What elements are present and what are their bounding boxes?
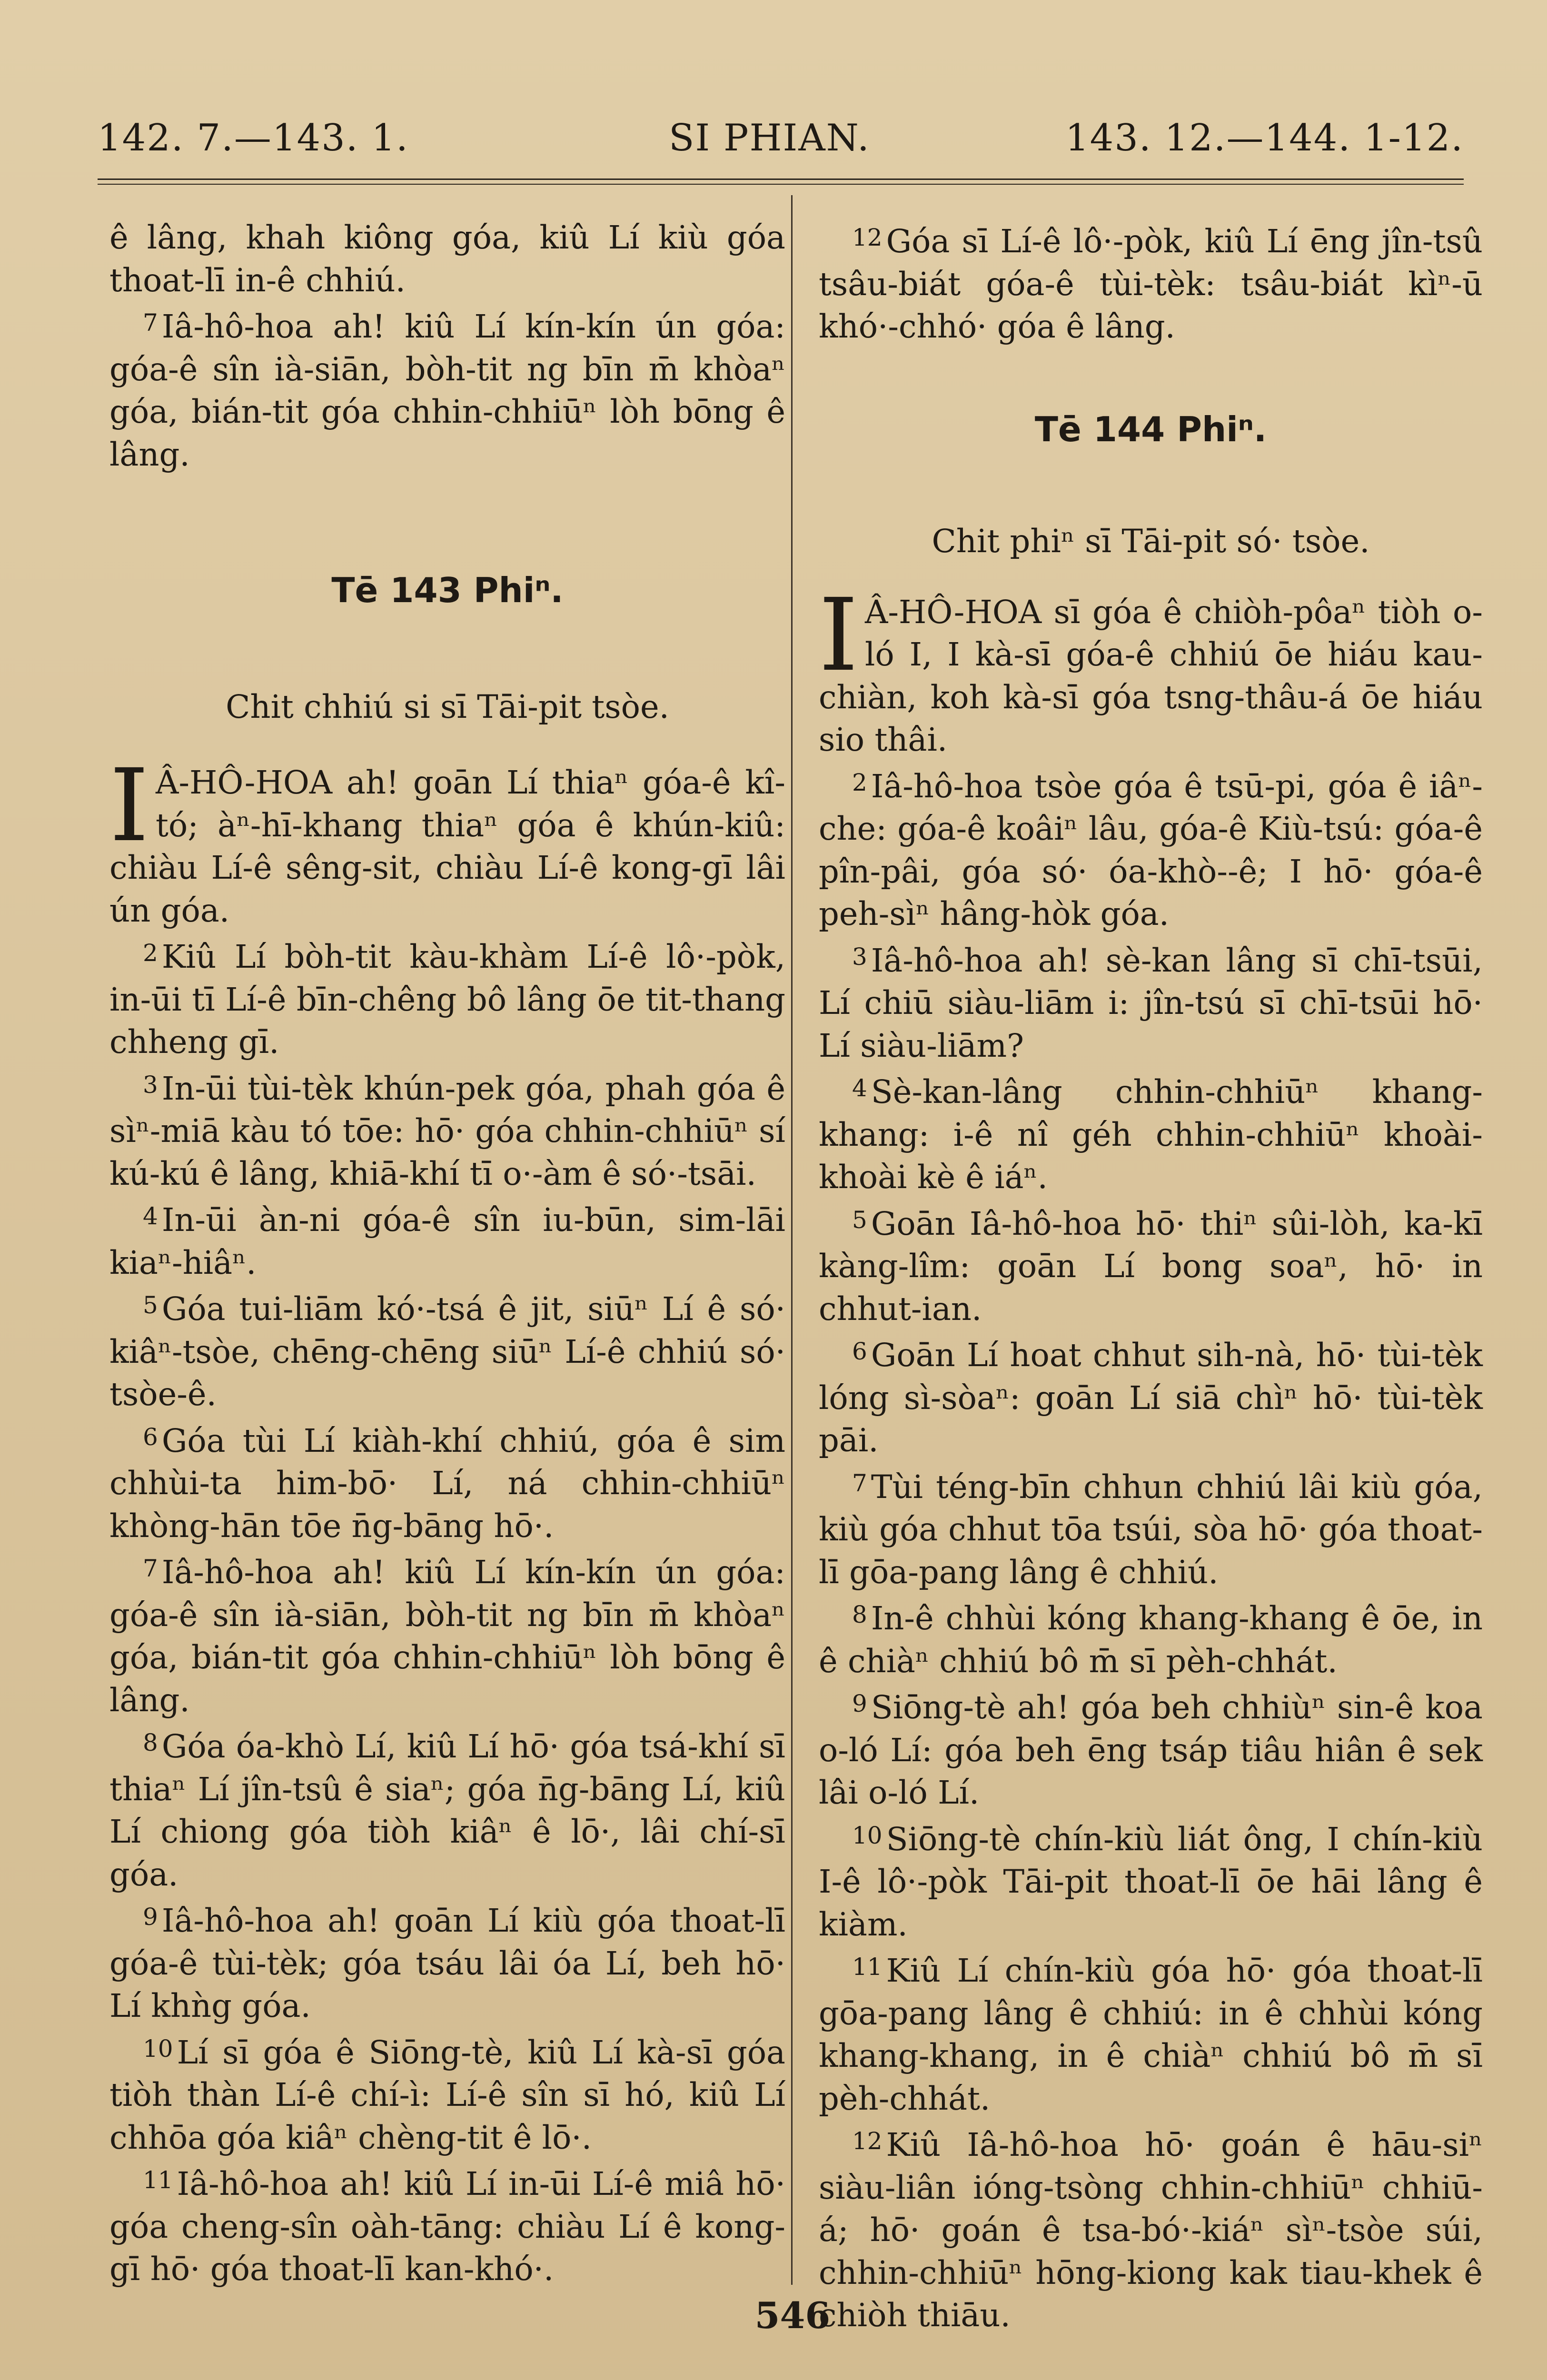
verse-143-2: [109, 932, 785, 1064]
verse-text: Goān Iâ-hô-hoa hō· thiⁿ sûi-lòh, ka-kī kàng-lîm: goān Lí bong soaⁿ, hō· in chhut-ian.: [819, 1205, 1483, 1328]
page-number: 546: [754, 2294, 831, 2337]
running-head-left: 142. 7.—143. 1.: [98, 117, 409, 159]
verse-text: Iâ-hô-hoa ah! kiû Lí in-ūi Lí-ê miâ hō· góa cheng-sîn oàh-tāng: chiàu Lí ê kong-gī hō· góa thoat-lī kan-khó·.: [109, 2165, 785, 2288]
verse-text: Iâ-hô-hoa ah! goān Lí kiù góa thoat-lī góa-ê tùi-tèk; góa tsáu lâi óa Lí, beh hō· Lí khǹg góa.: [109, 1902, 785, 2024]
verse-text: Goān Lí hoat chhut sih-nà, hō· tùi-tèk lóng sì-sòaⁿ: goān Lí siā chìⁿ hō· tùi-tèk pāi.: [819, 1337, 1483, 1459]
verse-number: 10: [852, 1821, 883, 1849]
verse-number: 12: [852, 224, 883, 251]
verse-143-4: [109, 1195, 785, 1284]
psalm-144-title: Tē 144 Phiⁿ.: [1034, 409, 1267, 449]
verse-143-12: [819, 217, 1483, 348]
right-column: [819, 217, 1483, 2337]
verse-144-9: [819, 1683, 1483, 1815]
psalm-143-title: Tē 143 Phiⁿ.: [331, 570, 564, 610]
verse-text: Sè-kan-lâng chhin-chhiūⁿ khang-khang: i-ê nî géh chhin-chhiūⁿ khoài-khoài kè ê iáⁿ.: [819, 1073, 1483, 1196]
verse-text: Iâ-hô-hoa ah! kiû Lí kín-kín ún góa: góa-ê sîn ià-siān, bòh-tit ng bīn m̄ khòaⁿ góa, bián-tit góa chhin-chhiūⁿ lòh bōng ê lâng.: [109, 308, 785, 473]
drop-cap: I: [819, 576, 858, 694]
verse-144-5: [819, 1199, 1483, 1331]
verse-number: 2: [852, 768, 867, 796]
verse-number: 4: [852, 1074, 867, 1102]
verse-text: Siōng-tè chín-kiù liát ông, I chín-kiù I-ê lô·-pòk Tāi-pit thoat-lī ōe hāi lâng ê kiàm.: [819, 1820, 1483, 1943]
verse-text: Góa óa-khò Lí, kiû Lí hō· góa tsá-khí sī thiaⁿ Lí jîn-tsû ê siaⁿ; góa n̄g-bāng Lí, kiû Lí chiong góa tiòh kiâⁿ ê lō·, lâi chí-sī góa.: [109, 1728, 785, 1893]
verse-144-8: [819, 1594, 1483, 1683]
verse-text: Góa tui-liām kó·-tsá ê jit, siūⁿ Lí ê só· kiâⁿ-tsòe, chēng-chēng siūⁿ Lí-ê chhiú só· tsòe-ê.: [109, 1290, 785, 1413]
spacer: [819, 453, 1483, 520]
spacer: [109, 728, 785, 762]
verse-text: Kiû Lí bòh-tit kàu-khàm Lí-ê lô·-pòk, in-ūi tī Lí-ê bīn-chêng bô lâng ōe tit-thang chheng gī.: [109, 938, 785, 1061]
verse-143-5: [109, 1284, 785, 1416]
verse-number: 9: [852, 1690, 867, 1717]
drop-cap: I: [109, 747, 149, 864]
psalm-144-superscription: Chit phiⁿ sī Tāi-pit só· tsòe.: [932, 522, 1370, 560]
spacer: [819, 563, 1483, 591]
verse-number: 7: [852, 1469, 867, 1497]
verse-143-1: [109, 747, 785, 932]
running-head-title: SI PHIAN.: [669, 117, 870, 159]
spacer: [109, 614, 785, 685]
verse-143-3: [109, 1064, 785, 1196]
verse-144-11: [819, 1946, 1483, 2120]
verse-144-10: [819, 1815, 1483, 1946]
verse-144-1: [819, 576, 1483, 762]
psalm-143-superscription: Chit chhiú si sī Tāi-pit tsòe.: [226, 688, 669, 725]
verse-143-11: [109, 2159, 785, 2291]
verse-text: Góa sī Lí-ê lô·-pòk, kiû Lí ēng jîn-tsû tsâu-biát góa-ê tùi-tèk: tsâu-biát kìⁿ-ū khó·-chhó· góa ê lâng.: [819, 223, 1483, 345]
verse-text: Góa tùi Lí kiàh-khí chhiú, góa ê sim chhùi-ta him-bō· Lí, ná chhin-chhiūⁿ khòng-hān tōe n̄g-bāng hō·.: [109, 1422, 785, 1545]
verse-text: In-ūi tùi-tèk khún-pek góa, phah góa ê sìⁿ-miā kàu tó tōe: hō· góa chhin-chhiūⁿ sí kú-kú ê lâng, khiā-khí tī o·-àm ê só·-tsāi.: [109, 1070, 785, 1192]
verse-text: Â-HÔ-HOA sī góa ê chiòh-pôaⁿ tiòh o-ló I, I kà-sī góa-ê chhiú ōe hiáu kau-chiàn, koh kà-sī góa tsng-thâu-á ōe hiáu sio thâi.: [819, 593, 1483, 758]
verse-text: Â-HÔ-HOA ah! goān Lí thiaⁿ góa-ê kî-tó; àⁿ-hī-khang thiaⁿ góa ê khún-kiû: chiàu Lí-ê sêng-sit, chiàu Lí-ê kong-gī lâi ún góa.: [109, 764, 785, 929]
verse-number: 12: [852, 2127, 883, 2155]
verse-number: 11: [143, 2166, 173, 2194]
verse-text: Siōng-tè ah! góa beh chhiùⁿ sin-ê koa o-ló Lí: góa beh ēng tsáp tiâu hiân ê sek lâi o-ló Lí.: [819, 1689, 1483, 1811]
column-divider: [791, 195, 793, 2285]
verse-text: Kiû Iâ-hô-hoa hō· goán ê hāu-siⁿ siàu-liân ióng-tsòng chhin-chhiūⁿ chhiū-á; hō· goán ê tsa-bó·-kiáⁿ sìⁿ-tsòe súi, chhin-chhiūⁿ hōng-kiong kak tiau-khek ê chiòh thiāu.: [819, 2126, 1483, 2334]
verse-143-9: [109, 1896, 785, 2028]
verse-number: 6: [852, 1338, 867, 1365]
verse-144-3: [819, 936, 1483, 1068]
verse-number: 10: [143, 2034, 173, 2063]
header-rule: [98, 178, 1464, 185]
verse-number: 5: [143, 1291, 158, 1319]
verse-144-2: [819, 762, 1483, 936]
verse-143-10: [109, 2028, 785, 2160]
verse-text: In-ūi àn-ni góa-ê sîn iu-būn, sim-lāi kiaⁿ-hiâⁿ.: [109, 1201, 785, 1281]
verse-text: Iâ-hô-hoa tsòe góa ê tsū-pi, góa ê iâⁿ-che: góa-ê koâiⁿ lâu, góa-ê Kiù-tsú: góa-ê pîn-pâi, góa só· óa-khò--ê; I hō· góa-ê peh-sìⁿ hâng-hòk góa.: [819, 767, 1483, 932]
verse-number: 8: [143, 1729, 158, 1756]
verse-number: 4: [143, 1202, 158, 1230]
spacer: [109, 476, 785, 566]
continuation-text: ê lâng, khah kiông góa, kiû Lí kiù góa thoat-lī in-ê chhiú.: [109, 219, 785, 299]
verse-text: Lí sī góa ê Siōng-tè, kiû Lí kà-sī góa tiòh thàn Lí-ê chí-ì: Lí-ê sîn sī hó, kiû Lí chhōa góa kiâⁿ chèng-tit ê lō·.: [109, 2033, 785, 2156]
verse-number: 6: [143, 1423, 158, 1451]
verse-text: Iâ-hô-hoa ah! sè-kan lâng sī chī-tsūi, Lí chiū siàu-liām i: jîn-tsú sī chī-tsūi hō· Lí siàu-liām?: [819, 942, 1483, 1064]
verse-142-7: [109, 302, 785, 476]
verse-number: 7: [143, 309, 158, 337]
verse-144-7: [819, 1462, 1483, 1594]
left-column: [109, 217, 785, 2291]
verse-text: Tùi téng-bīn chhun chhiú lâi kiù góa, kiù góa chhut tōa tsúi, sòa hō· góa thoat-lī gōa-pang lâng ê chhiú.: [819, 1468, 1483, 1591]
verse-number: 7: [143, 1555, 158, 1582]
verse-144-12: [819, 2120, 1483, 2337]
verse-text: Iâ-hô-hoa ah! kiû Lí kín-kín ún góa: góa-ê sîn ià-siān, bòh-tit ng bīn m̄ khòaⁿ góa, bián-tit góa chhin-chhiūⁿ lòh bōng ê lâng.: [109, 1554, 785, 1719]
verse-number: 5: [852, 1206, 867, 1234]
verse-144-6: [819, 1330, 1483, 1462]
spacer: [819, 348, 1483, 406]
verse-number: 11: [852, 1953, 883, 1981]
verse-number: 8: [852, 1601, 867, 1628]
verse-143-8: [109, 1722, 785, 1896]
running-head-right: 143. 12.—144. 1-12.: [1065, 117, 1464, 159]
verse-text: Kiû Lí chín-kiù góa hō· góa thoat-lī gōa-pang lâng ê chhiú: in ê chhùi kóng khang-khang, in ê chiàⁿ chhiú bô m̄ sī pèh-chhát.: [819, 1952, 1483, 2117]
verse-number: 2: [143, 939, 158, 967]
verse-number: 3: [143, 1071, 158, 1099]
verse-number: 9: [143, 1903, 158, 1931]
verse-number: 3: [852, 942, 867, 971]
verse-143-7: [109, 1547, 785, 1722]
verse-text: In-ê chhùi kóng khang-khang ê ōe, in ê chiàⁿ chhiú bô m̄ sī pèh-chhát.: [819, 1600, 1483, 1680]
verse-143-6: [109, 1416, 785, 1548]
verse-144-4: [819, 1067, 1483, 1199]
running-head: [98, 112, 1464, 164]
